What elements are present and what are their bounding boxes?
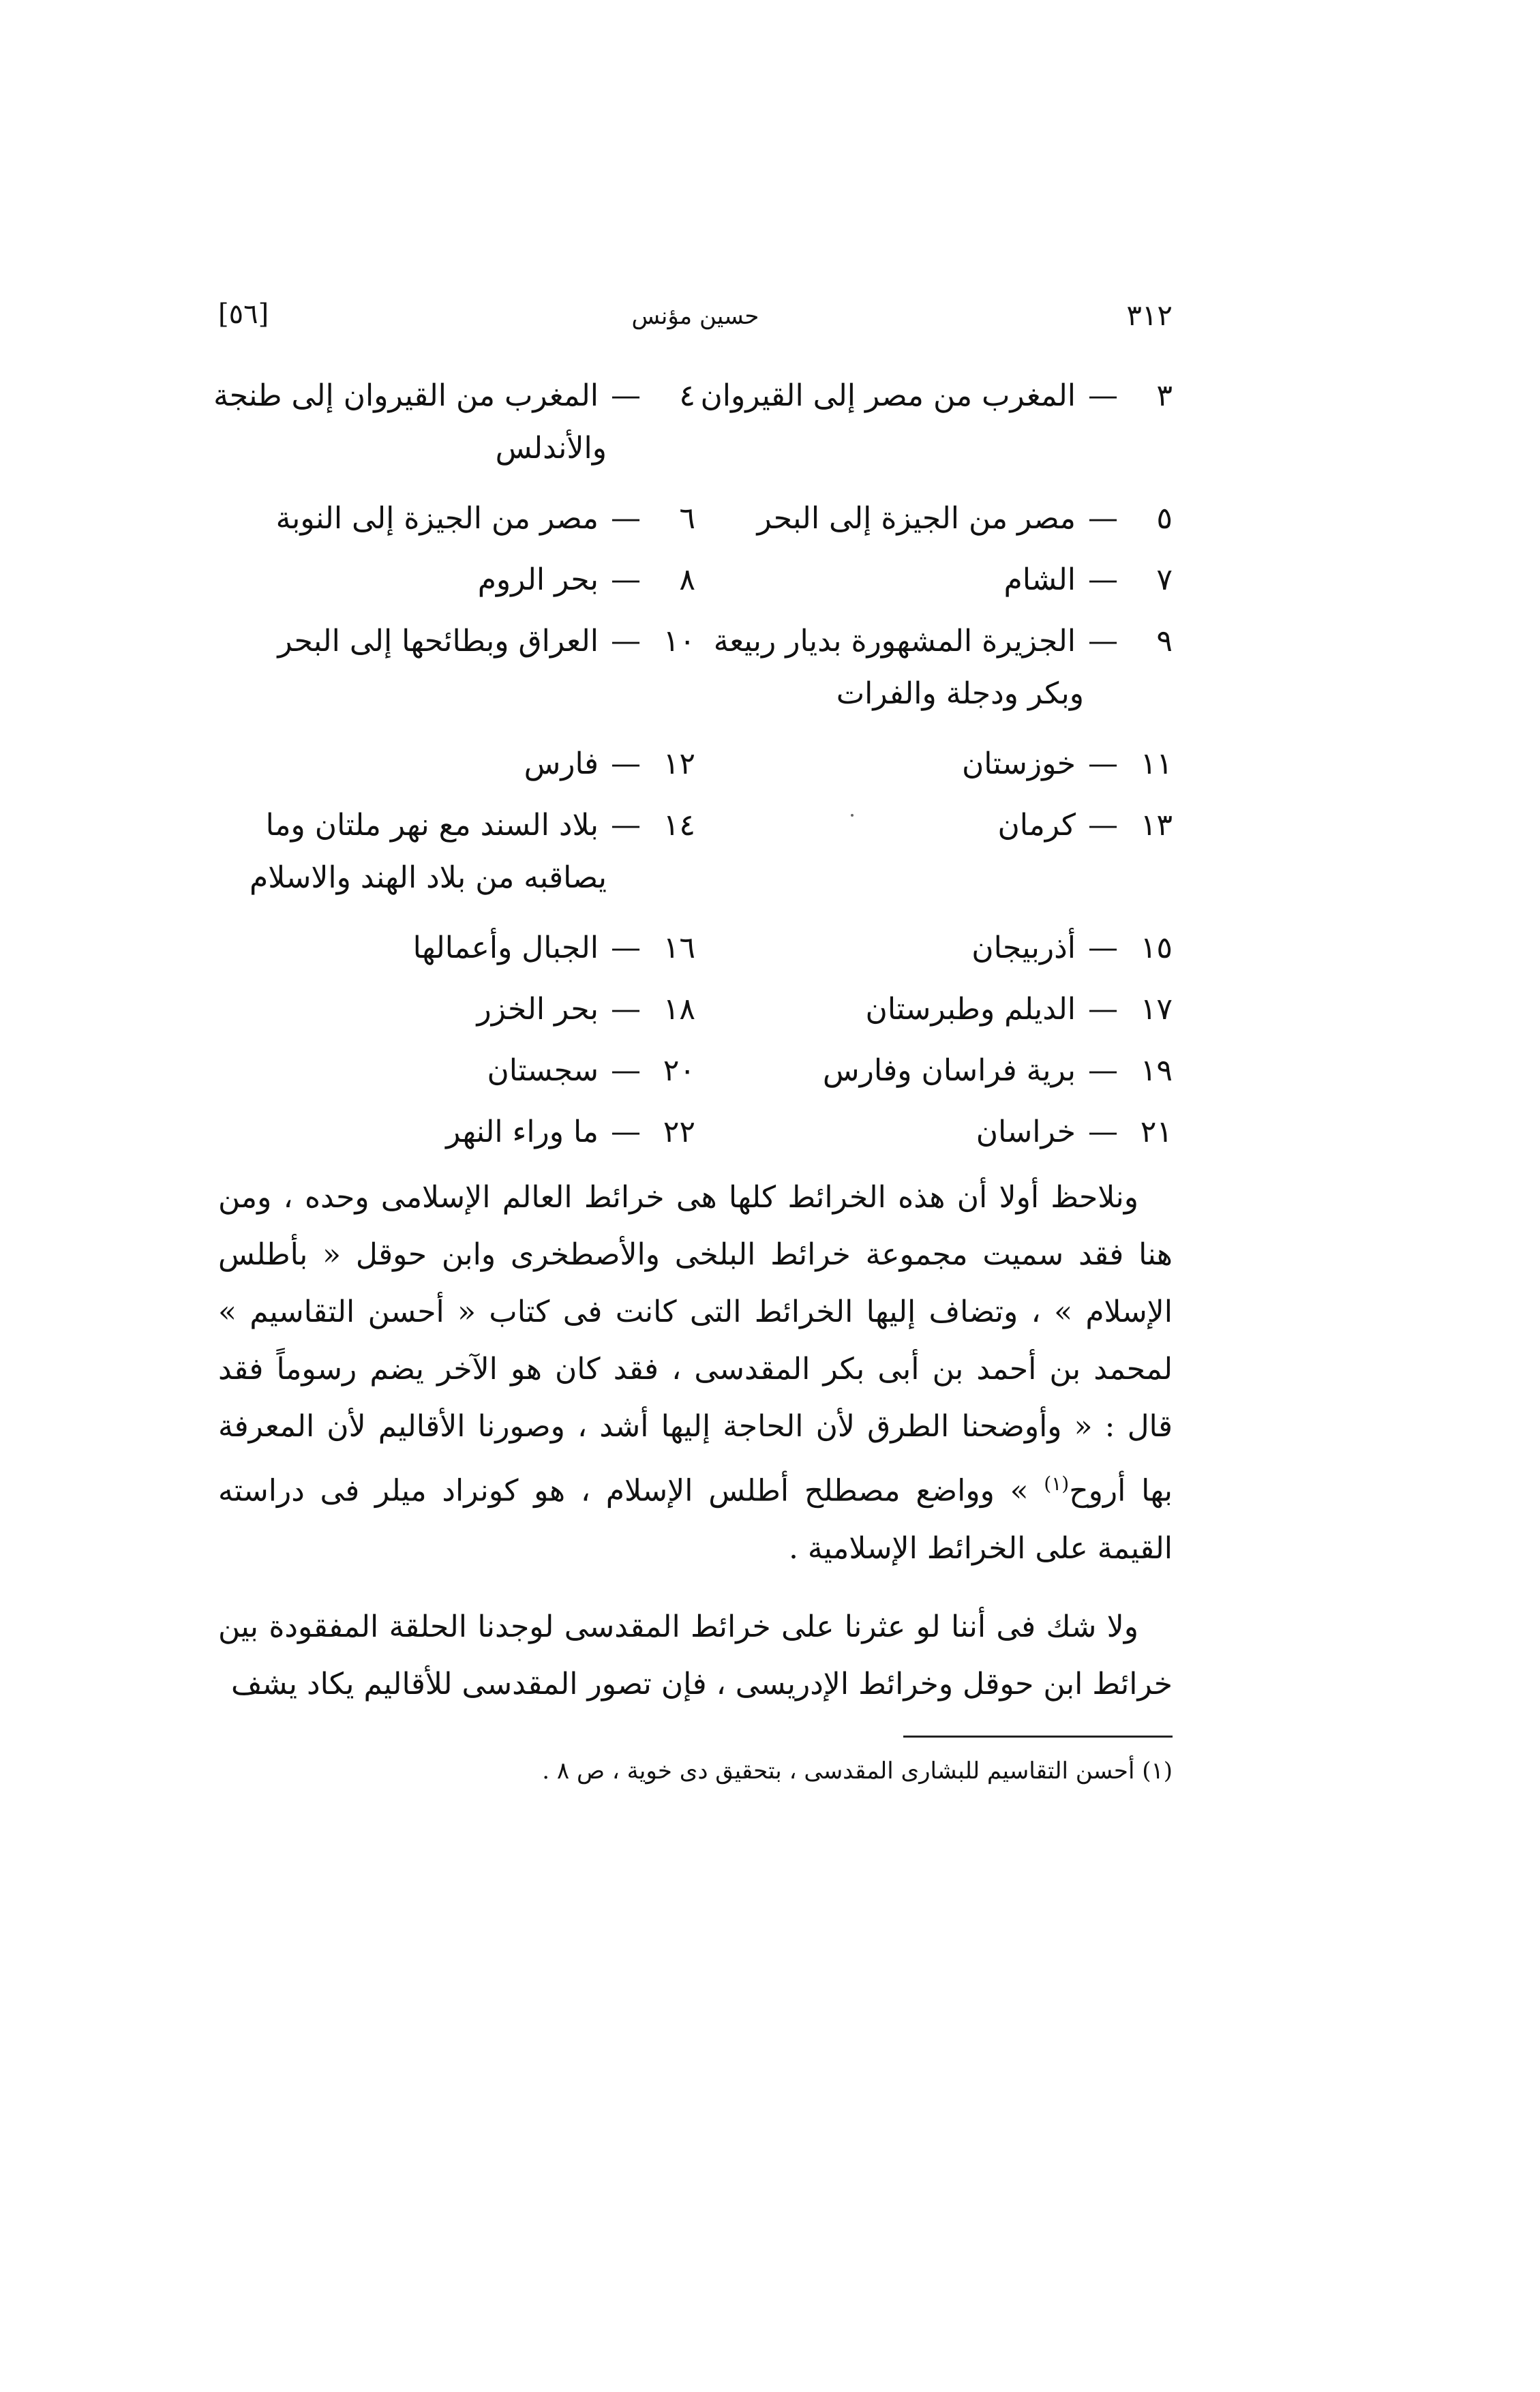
map-list-row — [218, 1115, 1173, 1176]
map-entry — [218, 624, 695, 660]
map-entry-number: ١٤ — [663, 808, 695, 843]
map-entry-dash: — — [1088, 1115, 1118, 1149]
map-entry-dash: — — [611, 1115, 641, 1149]
map-entry-number: ١١ — [1140, 746, 1173, 781]
map-entry — [213, 378, 695, 467]
map-entry-title: فارس — [524, 746, 599, 781]
map-list-row — [218, 562, 1173, 624]
map-entry-dash: — — [1088, 930, 1118, 965]
map-entry-title: الشام — [1003, 562, 1076, 597]
map-list-row — [218, 746, 1173, 808]
map-entry-title: برية فراسان وفارس — [822, 1053, 1076, 1088]
map-entry-dash: — — [611, 746, 641, 781]
map-entry — [218, 562, 695, 599]
map-entry — [218, 992, 695, 1028]
map-entry — [218, 930, 695, 967]
map-entry-title: بحر الروم — [477, 562, 599, 597]
map-entry-number: ١٣ — [1140, 808, 1173, 843]
map-entry — [702, 562, 1173, 599]
map-entry-number: ٤ — [679, 378, 695, 413]
map-entry-number: ١٨ — [663, 992, 695, 1027]
map-entry-dash: — — [1088, 808, 1118, 843]
map-entry-title: مصر من الجيزة إلى النوبة — [275, 501, 599, 536]
map-entry-dash: — — [611, 1053, 641, 1088]
section-reference: [٥٦] — [218, 299, 269, 330]
map-entry — [702, 992, 1173, 1028]
map-entry-number: ٥ — [1156, 501, 1173, 536]
page-number: ٣١٢ — [1126, 299, 1173, 332]
map-list — [213, 378, 1173, 1176]
map-entry-title: الجبال وأعمالها — [412, 930, 599, 965]
map-entry-title: كرمان — [997, 808, 1076, 843]
print-speck — [851, 814, 854, 817]
map-entry — [218, 1115, 695, 1151]
map-entry-number: ١٥ — [1140, 930, 1173, 965]
map-entry-number: ٦ — [679, 501, 695, 536]
map-entry — [702, 624, 1173, 712]
map-entry-dash: — — [1088, 1053, 1118, 1088]
map-entry-title: المغرب من القيروان إلى طنجة — [213, 378, 599, 413]
map-entry-dash: — — [1088, 378, 1118, 413]
map-entry-title: العراق وبطائحها إلى البحر — [277, 624, 599, 658]
map-list-row — [218, 1053, 1173, 1115]
map-entry — [218, 808, 695, 896]
map-entry-dash: — — [611, 808, 641, 843]
map-list-row — [218, 808, 1173, 930]
map-entry — [702, 746, 1173, 783]
map-entry-dash: — — [1088, 562, 1118, 597]
map-entry-number: ١٢ — [663, 746, 695, 781]
map-entry-continuation: يصاقبه من بلاد الهند والاسلام — [249, 860, 607, 895]
map-entry-title: مصر من الجيزة إلى البحر — [757, 501, 1076, 536]
map-entry-title: الجزيرة المشهورة بديار ربيعة — [713, 624, 1076, 658]
map-entry-title: خوزستان — [961, 746, 1076, 781]
map-entry-number: ٨ — [679, 562, 695, 597]
running-header — [218, 299, 1173, 346]
map-entry-dash: — — [611, 501, 641, 536]
map-list-row — [218, 624, 1173, 746]
paragraph-1 — [218, 1169, 1173, 1577]
map-list-row — [218, 930, 1173, 992]
map-entry-dash: — — [1088, 746, 1118, 781]
map-entry-dash: — — [611, 562, 641, 597]
map-entry-dash: — — [1088, 501, 1118, 536]
map-entry-dash: — — [611, 624, 641, 658]
map-entry-dash: — — [1088, 624, 1118, 658]
map-entry — [702, 1053, 1173, 1089]
footnote-rule — [903, 1736, 1173, 1738]
map-entry-title: سجستان — [487, 1053, 599, 1088]
map-entry-number: ٩ — [1156, 624, 1173, 658]
running-author: حسين مؤنس — [631, 303, 759, 330]
map-entry-continuation: وبكر ودجلة والفرات — [836, 676, 1084, 711]
paragraph-2-text: ولا شك فى أننا لو عثرنا على خرائط المقدسى لوجدنا الحلقة المفقودة بين خرائط ابن حوقل وخرائط الإدريسى ، فإن تصور المقدسى للأقاليم يكاد يشف — [218, 1609, 1173, 1701]
map-entry-title: خراسان — [976, 1115, 1076, 1149]
map-list-row — [213, 378, 1173, 501]
map-entry-number: ١٠ — [663, 624, 695, 658]
map-entry-continuation: والأندلس — [495, 430, 607, 466]
map-entry — [702, 1115, 1173, 1151]
map-entry — [702, 501, 1173, 537]
paragraph-2 — [218, 1599, 1173, 1713]
map-entry — [702, 378, 1173, 414]
map-entry-title: بحر الخزر — [477, 992, 599, 1027]
map-entry-title: أذربيجان — [971, 930, 1076, 965]
footnote-reference: (١) — [1044, 1472, 1070, 1495]
map-entry-dash: — — [1088, 992, 1118, 1027]
map-list-row — [218, 992, 1173, 1053]
map-entry-title: الديلم وطبرستان — [865, 992, 1076, 1027]
map-entry-number: ١٦ — [663, 930, 695, 965]
paragraph-1-text-b: » وواضع مصطلح أطلس الإسلام ، هو كونراد ميلر فى دراسته القيمة على الخرائط الإسلامية . — [218, 1473, 1173, 1566]
map-entry — [218, 501, 695, 537]
map-entry — [702, 808, 1173, 844]
map-entry-dash: — — [611, 992, 641, 1027]
map-entry — [218, 746, 695, 783]
map-entry-title: ما وراء النهر — [446, 1115, 599, 1149]
footnote: (١) أحسن التقاسيم للبشارى المقدسى ، بتحقيق دى خوية ، ص ٨ . — [542, 1757, 1173, 1785]
paragraph-1-text-a: ونلاحظ أولا أن هذه الخرائط كلها هى خرائط العالم الإسلامى وحده ، ومن هنا فقد سميت مجموعة خرائط البلخى والأصطخرى وابن حوقل « بأطلس الإسلام » ، وتضاف إليها الخرائط التى كانت فى كتاب « أحسن التقاسيم » لمحمد بن أحمد بن أبى بكر المقدسى ، فقد كان هو الآخر يضم رسوماً فقد قال : « وأوضحنا الطرق لأن الحاجة إليها أشد ، وصورنا الأقاليم لأن المعرفة بها أروح — [218, 1180, 1173, 1509]
map-entry-title: بلاد السند مع نهر ملتان وما — [265, 808, 599, 843]
map-entry-title: المغرب من مصر إلى القيروان — [700, 378, 1076, 413]
map-entry-number: ٢٢ — [663, 1115, 695, 1149]
map-entry — [702, 930, 1173, 967]
map-entry-number: ٣ — [1156, 378, 1173, 413]
map-entry-number: ٢١ — [1140, 1115, 1173, 1149]
map-entry-number: ١٧ — [1140, 992, 1173, 1027]
map-entry-number: ٧ — [1156, 562, 1173, 597]
map-list-row — [218, 501, 1173, 562]
map-entry-dash: — — [611, 930, 641, 965]
map-entry-dash: — — [611, 378, 641, 413]
map-entry-number: ٢٠ — [663, 1053, 695, 1088]
map-entry-number: ١٩ — [1140, 1053, 1173, 1088]
map-entry — [218, 1053, 695, 1089]
